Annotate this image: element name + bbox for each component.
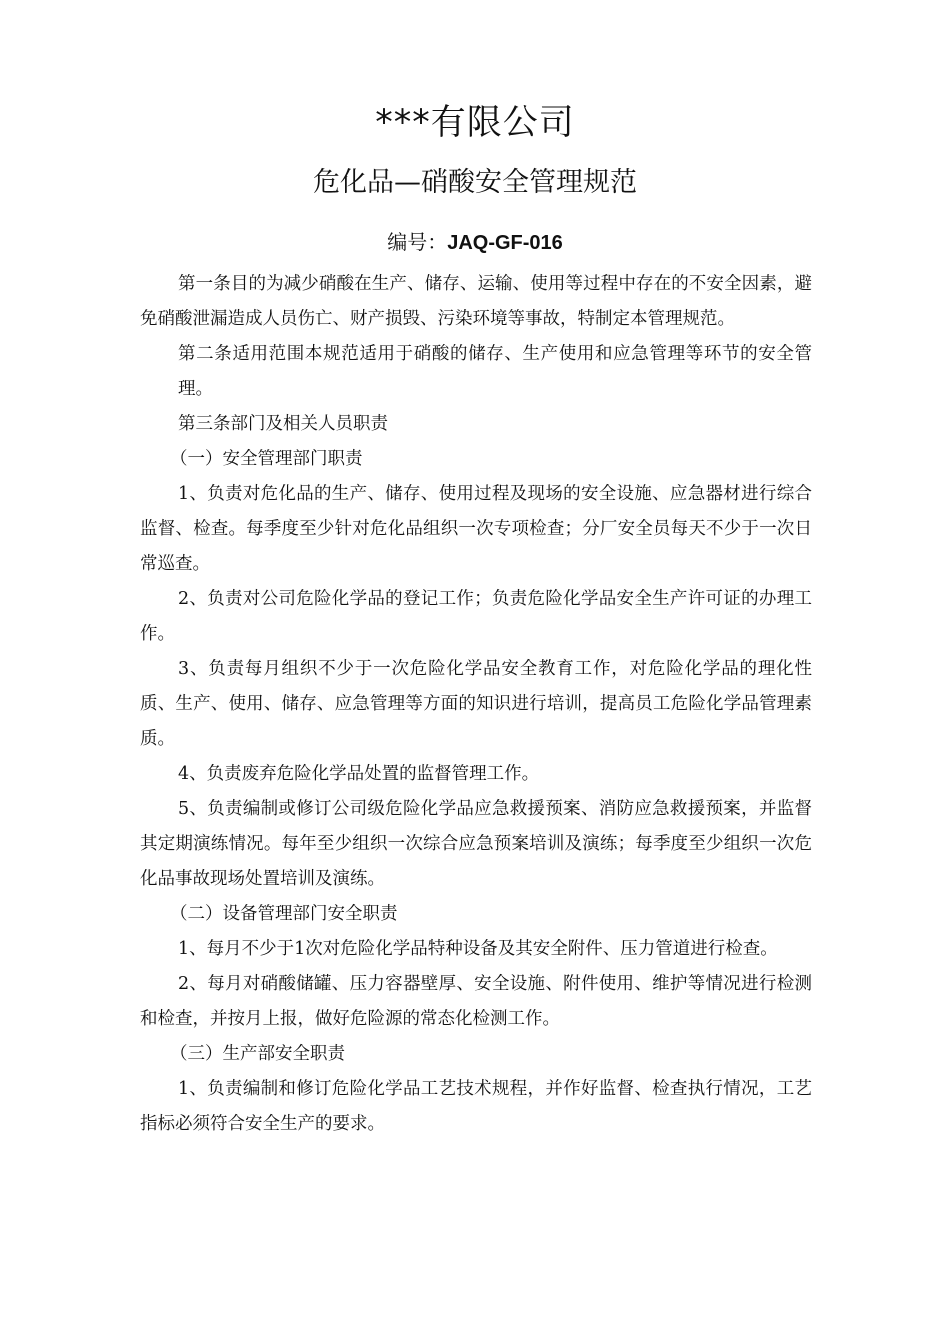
section-2-item-2: 2、每月对硝酸储罐、压力容器壁厚、安全设施、附件使用、维护等情况进行检测和检查，并按月上报，做好危险源的常态化检测工作。 (140, 974, 812, 1029)
section-3-item-1: 1、负责编制和修订危险化学品工艺技术规程，并作好监督、检查执行情况，工艺指标必须符合安全生产的要求。 (140, 1079, 812, 1134)
document-code-label: 编号： (387, 230, 448, 254)
article-1: 第一条目的为减少硝酸在生产、储存、运输、使用等过程中存在的不安全因素，避免硝酸泄漏造成人员伤亡、财产损毁、污染环境等事故，特制定本管理规范。 (140, 274, 812, 329)
document-body (140, 267, 812, 1142)
section-2-heading: （二）设备管理部门安全职责 (170, 904, 398, 924)
document-code (0, 224, 950, 261)
document-code-value: JAQ-GF-016 (447, 232, 563, 254)
section-1-item-2: 2、负责对公司危险化学品的登记工作；负责危险化学品安全生产许可证的办理工作。 (140, 589, 812, 644)
section-1-item-3: 3、负责每月组织不少于一次危险化学品安全教育工作，对危险化学品的理化性质、生产、使用、储存、应急管理等方面的知识进行培训，提高员工危险化学品管理素质。 (140, 659, 812, 749)
document-title: 危化品—硝酸安全管理规范 (313, 167, 637, 198)
section-1-item-5: 5、负责编制或修订公司级危险化学品应急救援预案、消防应急救援预案，并监督其定期演练情况。每年至少组织一次综合应急预案培训及演练；每季度至少组织一次危化品事故现场处置培训及演练。 (140, 799, 812, 889)
section-1-item-4: 4、负责废弃危险化学品处置的监督管理工作。 (178, 764, 540, 784)
article-3: 第三条部门及相关人员职责 (178, 414, 388, 434)
company-name: ***有限公司 (375, 103, 575, 143)
section-2-item-1: 1、每月不少于1次对危险化学品特种设备及其安全附件、压力管道进行检查。 (178, 939, 778, 959)
section-1-item-1: 1、负责对危化品的生产、储存、使用过程及现场的安全设施、应急器材进行综合监督、检查。每季度至少针对危化品组织一次专项检查；分厂安全员每天不少于一次日常巡查。 (140, 484, 812, 574)
section-3-heading: （三）生产部安全职责 (170, 1044, 345, 1064)
section-1-heading: （一）安全管理部门职责 (170, 449, 363, 469)
article-2: 第二条适用范围本规范适用于硝酸的储存、生产使用和应急管理等环节的安全管理。 (178, 344, 812, 399)
